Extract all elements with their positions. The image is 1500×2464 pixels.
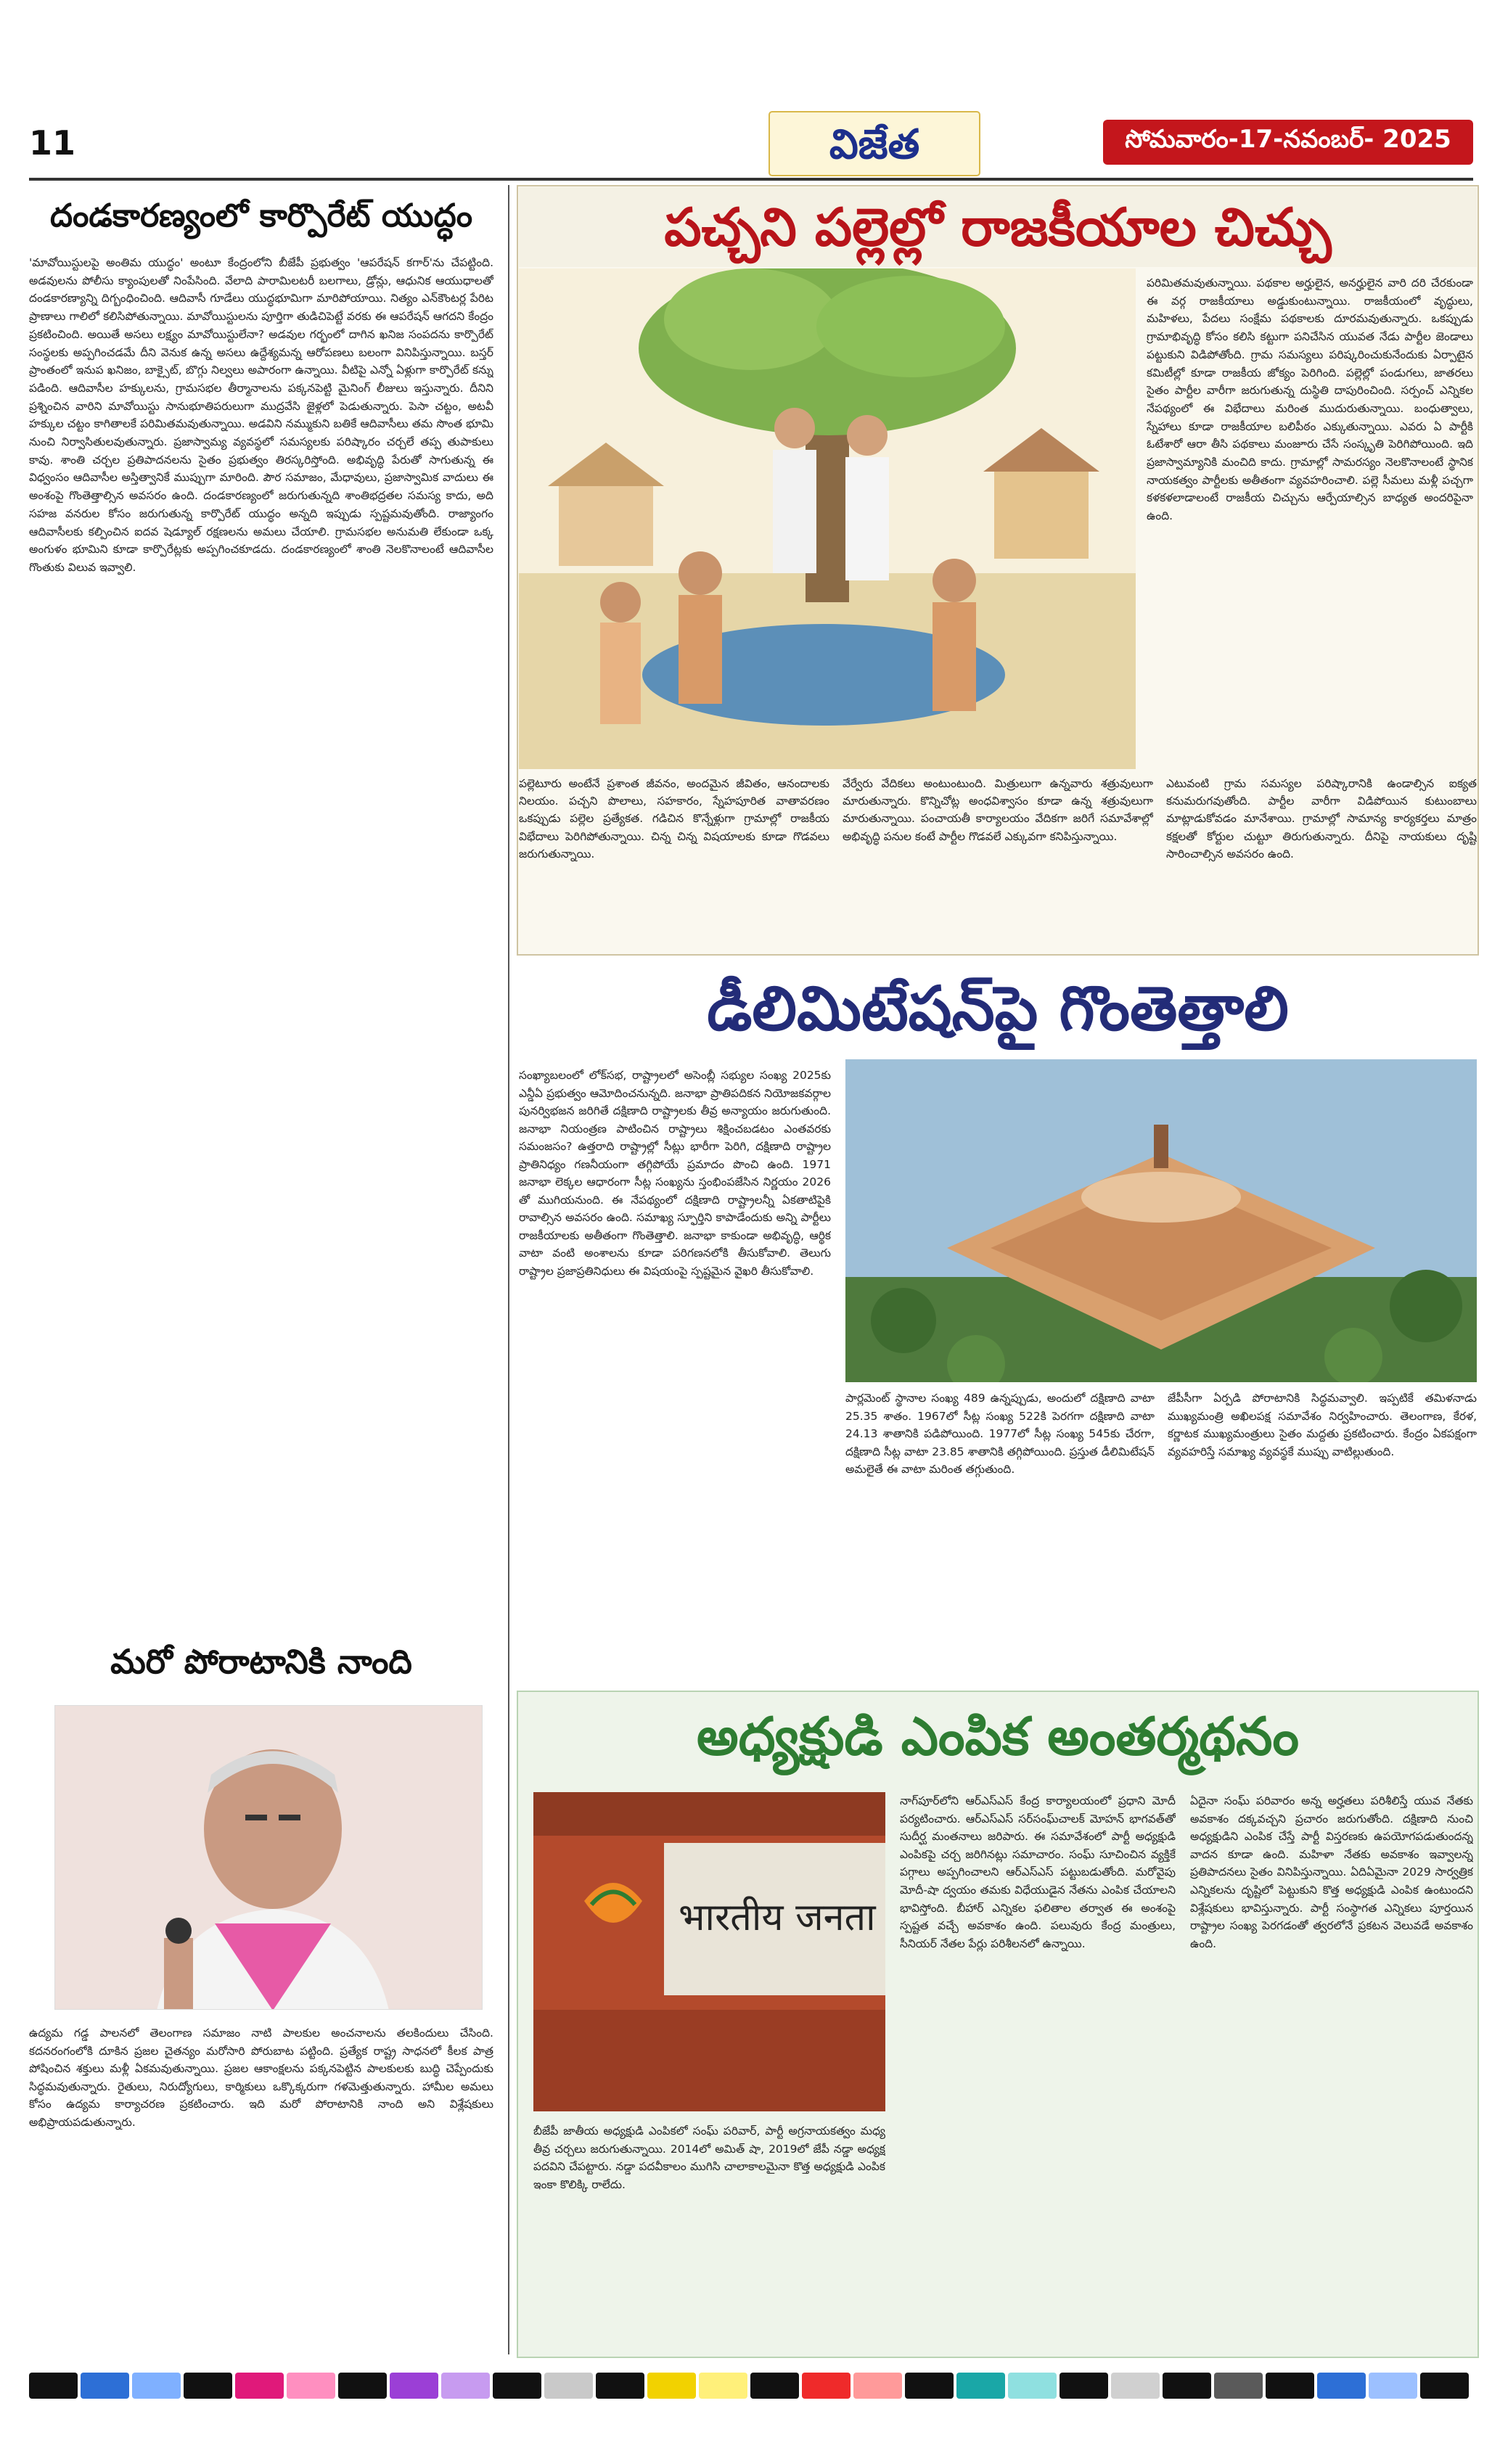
color-swatch	[647, 2373, 696, 2399]
color-swatch	[1111, 2373, 1160, 2399]
color-swatch	[905, 2373, 954, 2399]
color-swatch	[956, 2373, 1005, 2399]
bjp-office-photo	[533, 1792, 885, 2111]
parliament-building-photo	[845, 1059, 1477, 1382]
color-swatch	[29, 2373, 78, 2399]
left-article-body-2: ఉద్యమ గడ్డ పాలనలో తెలంగాణ సమాజం నాటి పాలకుల అంచనాలను తలకిందులు చేసింది. కదనరంగంలోకి దూకిన ప్రజల చైతన్యం మరోసారి పోరుబాట పట్టింది. ప్రత్యేక రాష్ట్ర సాధనలో కీలక పాత్ర పోషించిన శక్తులు మళ్లీ ఏకమవుతున్నాయి. ప్రజల ఆకాంక్షలను పక్కనపెట్టిన పాలకులకు బుద్ధి చెప్పేందుకు సిద్ధమవుతున్నారు. రైతులు, నిరుద్యోగులు, కార్మికులు ఒక్కొక్కరుగా గళమెత్తుతున్నారు. హామీల అమలు కోసం ఉద్యమ కార్యాచరణ ప్రకటించారు. ఇది మరో పోరాటానికి నాంది అని విశ్లేషకులు అభిప్రాయపడుతున్నారు.	[29, 2026, 493, 2129]
column-divider	[508, 185, 509, 2354]
color-swatch	[235, 2373, 284, 2399]
story2-col-1: పార్లమెంట్ స్థానాల సంఖ్య 489 ఉన్నప్పుడు, అందులో దక్షిణాది వాటా 25.35 శాతం. 1967లో సీట్ల సంఖ్య 522కి పెరగగా దక్షిణాది వాటా 24.13 శాతానికి పడిపోయింది. 1977లో సీట్ల సంఖ్య 545కు చేరగా, దక్షిణాది సీట్ల వాటా 23.85 శాతానికి తగ్గిపోయింది. ప్రస్తుత డీలిమిటేషన్ అమలైతే ఈ వాటా మరింత తగ్గుతుంది.	[845, 1392, 1155, 1476]
color-swatch	[699, 2373, 747, 2399]
color-registration-strip	[29, 2371, 1473, 2400]
date-banner	[1103, 120, 1473, 165]
page-number: 11	[29, 123, 76, 163]
story1-headline: పచ్చని పల్లెల్లో రాజకీయాల చిచ్చు	[519, 187, 1477, 267]
story1-body-right: పరిమితమవుతున్నాయి. పథకాల అర్హులైన, అనర్హులైన వారి దరి చేరకుండా ఈ వర్గ రాజకీయాలు అడ్డుకుంటున్నాయి. రాజకీయంలో వృద్ధులు, మహిళలు, పేదలు సంక్షేమ పథకాలకు దూరమవుతున్నారు. ఒకప్పుడు గ్రామాభివృద్ధి కోసం కలిసి కట్టుగా పనిచేసిన యువత నేడు పార్టీల జెండాలు పట్టుకుని విడిపోతోంది. గ్రామ సమస్యలు పరిష్కరించుకునేందుకు ఏర్పాటైన కమిటీల్లో కూడా రాజకీయ జోక్యం పెరిగింది. పల్లెల్లో పండుగలు, జాతరలు సైతం పార్టీల వారీగా జరుగుతున్న దుస్థితి దాపురించింది. సర్పంచ్ ఎన్నికల నేపథ్యంలో ఈ విభేదాలు మరింత ముదురుతున్నాయి. బంధుత్వాలు, స్నేహాలు కూడా రాజకీయాల బలిపీఠం ఎక్కుతున్నాయి. ఎవరు ఏ పార్టీకి ఓటేశారో ఆరా తీసి పథకాలు మంజూరు చేసే సంస్కృతి పెరిగిపోయింది. ఇది ప్రజాస్వామ్యానికి మంచిది కాదు. గ్రామాల్లో సామరస్యం నెలకొనాలంటే స్థానిక నాయకత్వం పార్టీలకు అతీతంగా వ్యవహరించాలి. పల్లె సీమలు మళ్లీ పచ్చగా కళకళలాడాలంటే రాజకీయ చిచ్చును ఆర్పేయాల్సిన బాధ్యత అందరిపైనా ఉంది.	[1147, 276, 1473, 523]
left-headline: దండకారణ్యంలో కార్పొరేట్ యుద్ధం	[50, 197, 472, 234]
color-swatch	[1008, 2373, 1057, 2399]
color-swatch	[1266, 2373, 1314, 2399]
story1-col-3: ఎటువంటి గ్రామ సమస్యల పరిష్కారానికి ఉండాల్సిన ఐక్యత కనుమరుగవుతోంది. పార్టీల వారీగా విడిపోయిన కుటుంబాలు మాట్లాడుకోవడం మానేశాయి. గ్రామాల్లో సామాన్య కార్యకర్తలు మాత్రం కక్షలతో కోర్టుల చుట్టూ తిరుగుతున్నారు. దీనిపై నాయకులు దృష్టి సారించాల్సిన అవసరం ఉంది.	[1166, 777, 1477, 861]
color-swatch	[853, 2373, 902, 2399]
image-sign-text: भारतीय जनता	[679, 1896, 876, 1939]
story1-col-2: వేర్వేరు వేదికలు అంటుంటుంది. మిత్రులుగా ఉన్నవారు శత్రువులుగా మారుతున్నారు. కొన్నిచోట్ల అంధవిశ్వాసం కూడా ఉన్న శత్రువులుగా మారుతున్నాయి. పంచాయతీ కార్యాలయం వేదికగా జరిగే సమావేశాల్లో అభివృద్ధి పనుల కంటే పార్టీల గొడవలే ఎక్కువగా కనిపిస్తున్నాయి.	[843, 777, 1153, 843]
color-swatch	[338, 2373, 387, 2399]
left-subheadline: మరో పోరాటానికి నాంది	[110, 1642, 412, 1681]
color-swatch	[596, 2373, 644, 2399]
story3-body-c: ఏదైనా సంఘ్ పరివారం అన్న అర్హతలు పరిశీలిస్తే యువ నేతకు అవకాశం దక్కవచ్చని ప్రచారం జరుగుతోంది. దక్షిణాది నుంచి అధ్యక్షుడిని ఎంపిక చేస్తే పార్టీ విస్తరణకు ఉపయోగపడుతుందన్న వాదన కూడా ఉంది. మహిళా నేతకు అవకాశం ఇవ్వాలన్న ప్రతిపాదనలు సైతం వినిపిస్తున్నాయి. ఏదిఏమైనా 2029 సార్వత్రిక ఎన్నికలను దృష్టిలో పెట్టుకుని కొత్త అధ్యక్షుడి ఎంపిక ఉంటుందని విశ్లేషకులు భావిస్తున్నారు. పార్టీ సంస్థాగత ఎన్నికలు పూర్తయిన రాష్ట్రాల సంఖ్య పెరగడంతో త్వరలోనే ప్రకటన వెలువడే అవకాశం ఉంది.	[1190, 1794, 1473, 1950]
story1-body-bottom	[519, 775, 1477, 949]
story3-body-b: నాగ్‌పూర్‌లోని ఆర్ఎస్ఎస్ కేంద్ర కార్యాలయంలో ప్రధాని మోదీ పర్యటించారు. ఆర్ఎస్ఎస్ సర్‌సంఘ్‌చాలక్ మోహన్ భాగవత్‌తో సుదీర్ఘ మంతనాలు జరిపారు. ఈ సమావేశంలో పార్టీ అధ్యక్షుడి ఎంపికపై చర్చ జరిగినట్లు సమాచారం. సంఘ్ సూచించిన వ్యక్తికే పగ్గాలు అప్పగించాలని ఆర్ఎస్ఎస్ పట్టుబడుతోంది. మరోవైపు మోదీ-షా ద్వయం తమకు విధేయుడైన నేతను ఎంపిక చేయాలని భావిస్తోంది. బీహార్ ఎన్నికల ఫలితాల తర్వాత ఈ అంశంపై స్పష్టత వచ్చే అవకాశం ఉంది. పలువురు కేంద్ర మంత్రులు, సీనియర్ నేతల పేర్లు పరిశీలనలో ఉన్నాయి.	[900, 1794, 1176, 1950]
color-swatch	[1060, 2373, 1108, 2399]
newspaper-logo	[762, 107, 987, 180]
color-swatch	[493, 2373, 541, 2399]
color-swatch	[1317, 2373, 1366, 2399]
color-swatch	[1163, 2373, 1211, 2399]
color-swatch	[1214, 2373, 1263, 2399]
color-swatch	[544, 2373, 593, 2399]
story3-body-a: బీజేపీ జాతీయ అధ్యక్షుడి ఎంపికలో సంఘ్ పరివార్, పార్టీ అగ్రనాయకత్వం మధ్య తీవ్ర చర్చలు జరుగుతున్నాయి. 2014లో అమిత్ షా, 2019లో జేపీ నడ్డా అధ్యక్ష పదవిని చేపట్టారు. నడ్డా పదవీకాలం ముగిసి చాలాకాలమైనా కొత్త అధ్యక్షుడి ఎంపిక ఇంకా కొలిక్కి రాలేదు.	[533, 2124, 885, 2191]
village-politics-illustration	[519, 268, 1136, 769]
left-article-body: 'మావోయిస్టులపై అంతిమ యుద్ధం' అంటూ కేంద్రంలోని బీజేపీ ప్రభుత్వం 'ఆపరేషన్ కగార్'ను చేపట్టింది. అడవులను పోలీసు క్యాంపులతో నింపేసింది. వేలాది పారామిలటరీ బలగాలు, డ్రోన్లు, ఆధునిక ఆయుధాలతో దండకారణ్యాన్ని దిగ్బంధించింది. ఆదివాసీ గూడేలు యుద్ధభూమిగా మారిపోయాయి. నిత్యం ఎన్‌కౌంటర్ల పేరిట ప్రాణాలు గాలిలో కలిసిపోతున్నాయి. మావోయిస్టులను పూర్తిగా తుడిచిపెట్టే వరకు ఈ ఆపరేషన్ ఆగదని కేంద్రం ప్రకటించింది. అయితే అసలు లక్ష్యం మావోయిస్టులేనా? అడవుల గర్భంలో దాగిన ఖనిజ సంపదను కార్పొరేట్ సంస్థలకు అప్పగించడమే దీని వెనుక ఉన్న అసలు ఉద్దేశ్యమన్న ఆరోపణలు బలంగా వినిపిస్తున్నాయి. బస్తర్ ప్రాంతంలో ఇనుప ఖనిజం, బాక్సైట్, బొగ్గు నిల్వలు అపారంగా ఉన్నాయి. వీటిపై ఎన్నో ఏళ్లుగా కార్పొరేట్ కన్ను పడింది. ఆదివాసీల హక్కులను, గ్రామసభల తీర్మానాలను పక్కనపెట్టి మైనింగ్ లీజులు ఇస్తున్నారు. దీనిని ప్రశ్నించిన వారిని మావోయిస్టు సానుభూతిపరులుగా ముద్రవేసి జైళ్లలో పెడుతున్నారు. పెసా చట్టం, అటవీ హక్కుల చట్టం కాగితాలకే పరిమితమవుతున్నాయి. అడవిని నమ్ముకుని బతికే ఆదివాసీలు తమ సొంత భూమి నుంచి నిర్వాసితులవుతున్నారు. ప్రజాస్వామ్య వ్యవస్థలో సమస్యలకు పరిష్కారం చర్చలే తప్ప తుపాకులు కావు. శాంతి చర్చల ప్రతిపాదనలను సైతం ప్రభుత్వం తిరస్కరిస్తోంది. అభివృద్ధి పేరుతో సాగుతున్న ఈ విధ్వంసం ఆదివాసీల అస్తిత్వానికే ముప్పుగా మారింది. పౌర సమాజం, మేధావులు, ప్రజాస్వామిక వాదులు ఈ అంశంపై గొంతెత్తాల్సిన అవసరం ఉంది. దండకారణ్యంలో జరుగుతున్నది శాంతిభద్రతల సమస్య కాదు, అది సహజ వనరుల కోసం జరుగుతున్న కార్పొరేట్ యుద్ధం అన్నది ఇప్పుడు స్పష్టమవుతోంది. రాజ్యాంగం ఆదివాసీలకు కల్పించిన ఐదవ షెడ్యూల్ రక్షణలను అమలు చేయాలి. గ్రామసభల అనుమతి లేకుండా ఒక్క అంగుళం భూమిని కూడా కార్పొరేట్లకు అప్పగించకూడదు. దండకారణ్యంలో శాంతి నెలకొనాలంటే ఆదివాసీల గొంతుకు విలువ ఇవ్వాలి.	[29, 256, 493, 574]
color-swatch	[132, 2373, 181, 2399]
logo-text: విజేత	[829, 121, 920, 168]
story2-col-2: జేపీసీగా ఏర్పడి పోరాటానికి సిద్ధమవ్వాలి. ఇప్పటికే తమిళనాడు ముఖ్యమంత్రి అఖిలపక్ష సమావేశం నిర్వహించారు. తెలంగాణ, కేరళ, కర్ణాటక ముఖ్యమంత్రులు సైతం మద్దతు ప్రకటించారు. కేంద్రం ఏకపక్షంగా వ్యవహరిస్తే సమాఖ్య వ్యవస్థకే ముప్పు వాటిల్లుతుంది.	[1168, 1392, 1477, 1458]
color-swatch	[287, 2373, 335, 2399]
color-swatch	[1420, 2373, 1469, 2399]
color-swatch	[390, 2373, 438, 2399]
story2-body-left: సంఖ్యాబలంలో లోక్‌సభ, రాష్ట్రాలలో అసెంబ్లీ సభ్యుల సంఖ్య 2025కు ఎన్డీఏ ప్రభుత్వం ఆమోదించనున్నది. జనాభా ప్రాతిపదికన నియోజకవర్గాల పునర్విభజన జరిగితే దక్షిణాది రాష్ట్రాలకు తీవ్ర అన్యాయం జరుగుతుంది. జనాభా నియంత్రణ పాటించిన రాష్ట్రాలు శిక్షించబడటం ఎంతవరకు సమంజసం? ఉత్తరాది రాష్ట్రాల్లో సీట్లు భారీగా పెరిగి, దక్షిణాది రాష్ట్రాల ప్రాతినిధ్యం గణనీయంగా తగ్గిపోయే ప్రమాదం పొంచి ఉంది. 1971 జనాభా లెక్కల ఆధారంగా సీట్ల సంఖ్యను స్తంభింపజేసిన నిర్ణయం 2026 తో ముగియనుంది. ఈ నేపథ్యంలో దక్షిణాది రాష్ట్రాలన్నీ ఏకతాటిపైకి రావాల్సిన అవసరం ఉంది. సమాఖ్య స్ఫూర్తిని కాపాడేందుకు అన్ని పార్టీలు రాజకీయాలకు అతీతంగా గొంతెత్తాలి. జనాభా కాకుండా అభివృద్ధి, ఆర్థిక వాటా వంటి అంశాలను కూడా పరిగణనలోకి తీసుకోవాలి. తెలుగు రాష్ట్రాల ప్రజాప్రతినిధులు ఈ విషయంపై స్పష్టమైన వైఖరి తీసుకోవాలి.	[519, 1069, 831, 1278]
color-swatch	[750, 2373, 799, 2399]
color-swatch	[802, 2373, 851, 2399]
color-swatch	[184, 2373, 232, 2399]
color-swatch	[1369, 2373, 1417, 2399]
color-swatch	[81, 2373, 129, 2399]
top-divider	[29, 178, 1473, 181]
color-swatch	[441, 2373, 490, 2399]
story1-col-1: పల్లెటూరు అంటేనే ప్రశాంత జీవనం, అందమైన జీవితం, ఆనందాలకు నిలయం. పచ్చని పొలాలు, సహకారం, స్నేహపూరిత వాతావరణం ఒకప్పుడు పల్లెల ప్రత్యేకత. గడిచిన కొన్నేళ్లుగా గ్రామాల్లో రాజకీయ విభేదాలు పెరిగిపోతున్నాయి. చిన్న చిన్న విషయాలకు కూడా గొడవలు జరుగుతున్నాయి.	[519, 777, 829, 861]
story2-headline: డీలిమిటేషన్‌పై గొంతెత్తాలి	[707, 973, 1289, 1044]
story3-headline: అధ్యక్షుడి ఎంపిక అంతర్మథనం	[697, 1706, 1299, 1767]
politician-photo	[54, 1705, 483, 2010]
date-text: సోమవారం-17-నవంబర్- 2025	[1125, 125, 1451, 154]
story2-body-bottom	[845, 1389, 1477, 1680]
